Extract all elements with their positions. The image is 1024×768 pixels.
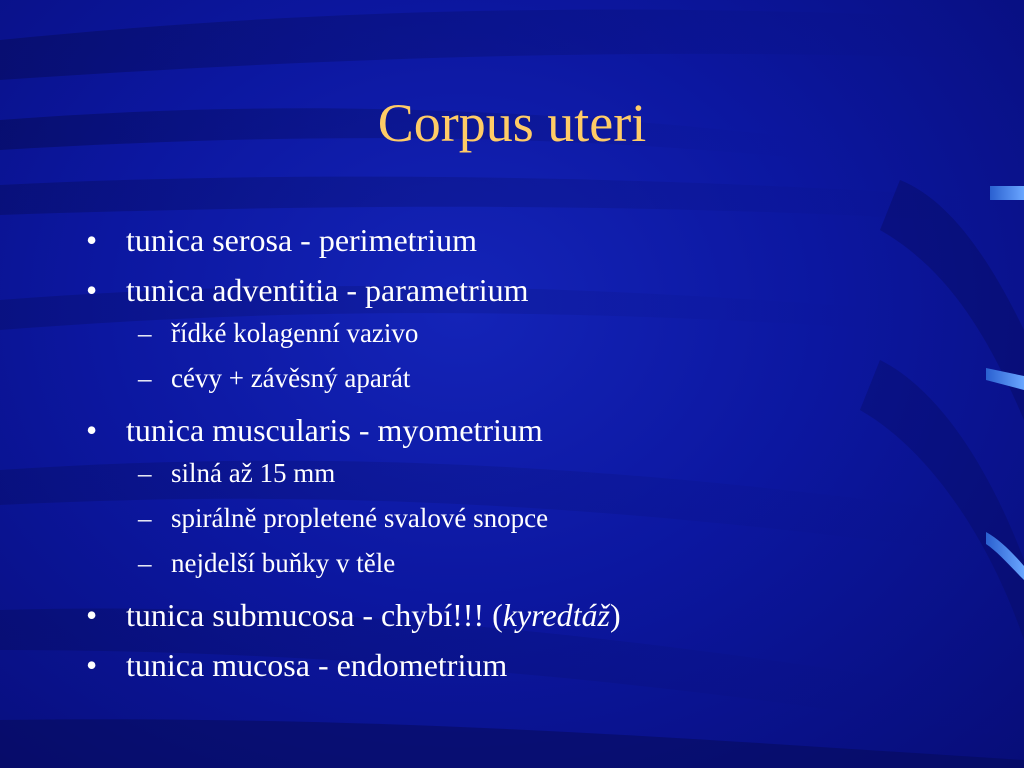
accent-bar-top [990,186,1024,200]
list-item-text-emphasis: kyredtáž [502,597,610,633]
list-item [86,591,966,641]
dash-icon: – [138,363,152,393]
sub-list-container [86,313,966,403]
sub-list-item-text: cévy + závěsný aparát [171,363,411,393]
list-item [86,641,966,691]
sub-list [86,453,966,588]
sub-list-item [86,313,966,358]
list-item-text-suffix: ) [609,597,621,633]
slide-title: Corpus uteri [377,93,647,153]
sub-list [86,313,966,403]
bullet-icon: • [86,272,98,308]
bullet-icon: • [86,597,98,633]
dash-icon: – [138,458,152,488]
list-item [86,406,966,456]
list-item-text: tunica serosa - perimetrium [126,222,477,258]
list-item-text: tunica muscularis - myometrium [126,412,543,448]
sub-list-item [86,498,966,543]
bullet-icon: • [86,412,98,448]
bullet-list [86,216,966,691]
sub-list-item [86,358,966,403]
dash-icon: – [138,503,152,533]
list-item [86,216,966,266]
list-item-text-prefix: tunica submucosa - chybí!!! ( [126,597,503,633]
sub-list-item-text: nejdelší buňky v těle [171,548,396,578]
list-item-text: tunica mucosa - endometrium [126,647,508,683]
sub-list-item-text: spirálně propletené svalové snopce [171,503,549,533]
sub-list-container [86,453,966,588]
dash-icon: – [138,318,152,348]
sub-list-item [86,543,966,588]
sub-list-item-text: silná až 15 mm [171,458,336,488]
sub-list-item-text: řídké kolagenní vazivo [171,318,419,348]
bullet-icon: • [86,222,98,258]
sub-list-item [86,453,966,498]
list-item-text: tunica adventitia - parametrium [126,272,529,308]
bullet-icon: • [86,647,98,683]
dash-icon: – [138,548,152,578]
list-item [86,266,966,316]
